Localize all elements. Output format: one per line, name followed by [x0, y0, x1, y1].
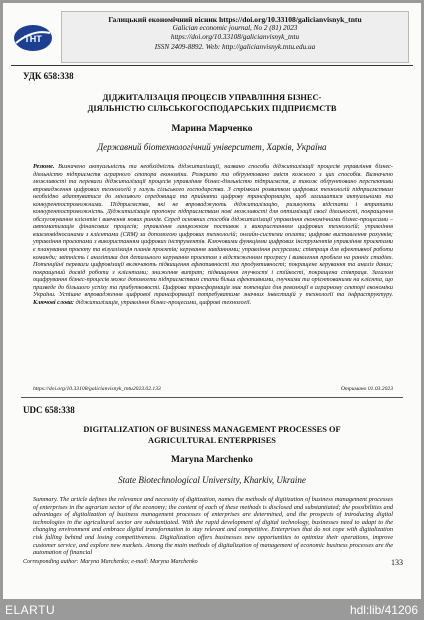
author-ua: Марина Марченко: [171, 124, 253, 134]
header-rule: [11, 65, 413, 66]
keywords-text-ua: діджиталізація, управління бізнес-процесами, цифрові технології.: [74, 298, 252, 306]
journal-name-line: Галицький економічний вісник https://doi.org/10.33108/galicianvisnyk_tntu: [108, 15, 362, 24]
summary-text-ua: Визначено актуальність та необхідність діджиталізації, названо способи діджиталізації процесів управління бізнес-діяльністю підприємств аграрного сектора економіки. Розкрито та обґрунтовано зміст кожного з цих способів. Визначено можливості та переваги діджиталізації процесів управління бізнес-діяльністю підприємств, а також обґрунтовано перспективи впровадження цифрових технологій у галузь сільського господарства. З стрімким розвитком цифрових технологій підприємствам необхідно адаптуватися до мінливого середовища та прийняти цифрову трансформацію, щоб залишатися актуальними та конкурентоспроможними. Підприємства, які не впроваджують діджиталізацію, ризикують відстати і втратити конкурентоспроможність. Діджиталізація пропонує підприємствам нові можливості для оптимізації своєї діяльності, покращення обслуговування клієнтів і вивчення нових ринків. Серед основних способів діджиталізації управління економічними бізнес-процесами – автоматизація фінансових процесів; управління ланцюжком поставок з використанням цифрових технологій; управління взаємовідносинами з клієнтами (CRM) за допомогою цифрових технологій; онлайн-системи оплати; цифрове виставлення рахунків; управління проєктами з використанням цифрових інструментів. Ключовими функціями цифрових інструментів управління проєктами є планування проєкту та візуалізація планів проєктів; керування завданнями; управління ресурсами; співпраця для ефективної роботи команди; звітність і аналітика для детального керування проєктом з відстеженням прогресу і виявлення проблем на ранніх стадіях. Потенційні переваги цифровізації включають підвищення ефективності та продуктивності; покращене керування та аналіз даних; покращений досвід роботи з клієнтами; зниження витрат; підвищення гнучкості і стійкості, покращена співпраця. Загалом оцифрування бізнес-процесів може допомогти підприємствам стати більш ефективними, гнучкими та орієнтованими на клієнта, що призведе до більшого успіху та прибутковості. Цифрова трансформація має потенціал для революції в аграрному секторі економіки України. Успішне впровадження цифрової трансформації потребуватиме значних інвестицій у технології та інфраструктуру.: [33, 163, 393, 299]
udc-ua: УДК 658:338: [23, 71, 74, 81]
received-date: Отримано 01.03.2023: [340, 386, 393, 392]
article-doi-link[interactable]: https://doi.org/10.33108/galicianvisnyk_tntu2023.02.133: [33, 386, 161, 392]
keywords-label-ua: Ключові слова:: [33, 298, 75, 306]
logo-text: ТНТ: [24, 34, 42, 44]
title-en-line-1: DIGITALIZATION OF BUSINESS MANAGEMENT PROCESSES OF: [83, 425, 341, 434]
section-separator: [21, 397, 403, 398]
summary-label-en: Summary.: [33, 496, 59, 503]
page-number: 133: [391, 558, 403, 567]
abstract-en: [33, 496, 393, 557]
journal-issue-line: Galician economic journal, No 2 (81) 2023: [172, 24, 298, 33]
author-en: Maryna Marchenko: [171, 455, 253, 465]
journal-issn-line: ISSN 2409-8892. Web: http://galicianvisnyk.tntu.edu.ua: [154, 42, 316, 51]
title-en-line-2: AGRICULTURAL ENTERPRISES: [148, 436, 276, 445]
abstract-ua: [33, 163, 393, 306]
udc-en: UDC 658:338: [23, 405, 75, 415]
journal-header: [11, 9, 411, 63]
title-ua-line-1: ДІДЖИТАЛІЗАЦІЯ ПРОЦЕСІВ УПРАВЛІННЯ БІЗНЕС-: [102, 93, 322, 102]
title-en: [23, 424, 401, 446]
title-ua-line-2: ДІЯЛЬНІСТЮ СІЛЬСЬКОГОСПОДАРСЬКИХ ПІДПРИЄМСТВ: [87, 104, 337, 113]
corresponding-author: Corresponding author: Maryna Marchenko; e-mail: Maryna Marchenko: [23, 559, 198, 565]
journal-logo-icon: [13, 23, 53, 53]
document-page: [3, 3, 421, 599]
journal-info-box: [61, 11, 409, 63]
title-ua: [23, 92, 401, 114]
summary-label-ua: Резюме.: [33, 163, 55, 170]
affiliation-ua: Державний біотехнологічний університет, Харків, Україна: [97, 142, 327, 152]
journal-doi-line: https://doi.org/10.33108/galicianvisnyk_tntu: [170, 33, 300, 42]
repository-handle[interactable]: hdl:lib/41206: [349, 603, 418, 617]
summary-text-en: The article defines the relevance and necessity of digitization, names the methods of digitization of business management processes of enterprises in the agrarian sector of the economy; the content of each of these methods is disclosed and substantiated; the possibilities and advantages of digitalization of business management processes of enterprises are determined, and the prospects of introducing digital technologies in the agricultural sector are substantiated. With the rapid development of digital technology, businesses need to adapt to the changing environment and embrace digital transformation to stay relevant and competitive. Enterprises that do not cope with digitalization risk falling behind and losing competitiveness. Digitalization offers businesses new opportunities to optimize their operations, improve customer service, and explore new markets. Among the main methods of digitalization of management of economic business processes are the automation of financial: [33, 496, 393, 557]
repository-brand: ELARTU: [5, 603, 56, 617]
page-footer: [23, 559, 403, 565]
repository-bar: [0, 599, 424, 620]
doi-row: [33, 386, 393, 392]
affiliation-en: State Biotechnological University, Kharkiv, Ukraine: [118, 475, 306, 485]
